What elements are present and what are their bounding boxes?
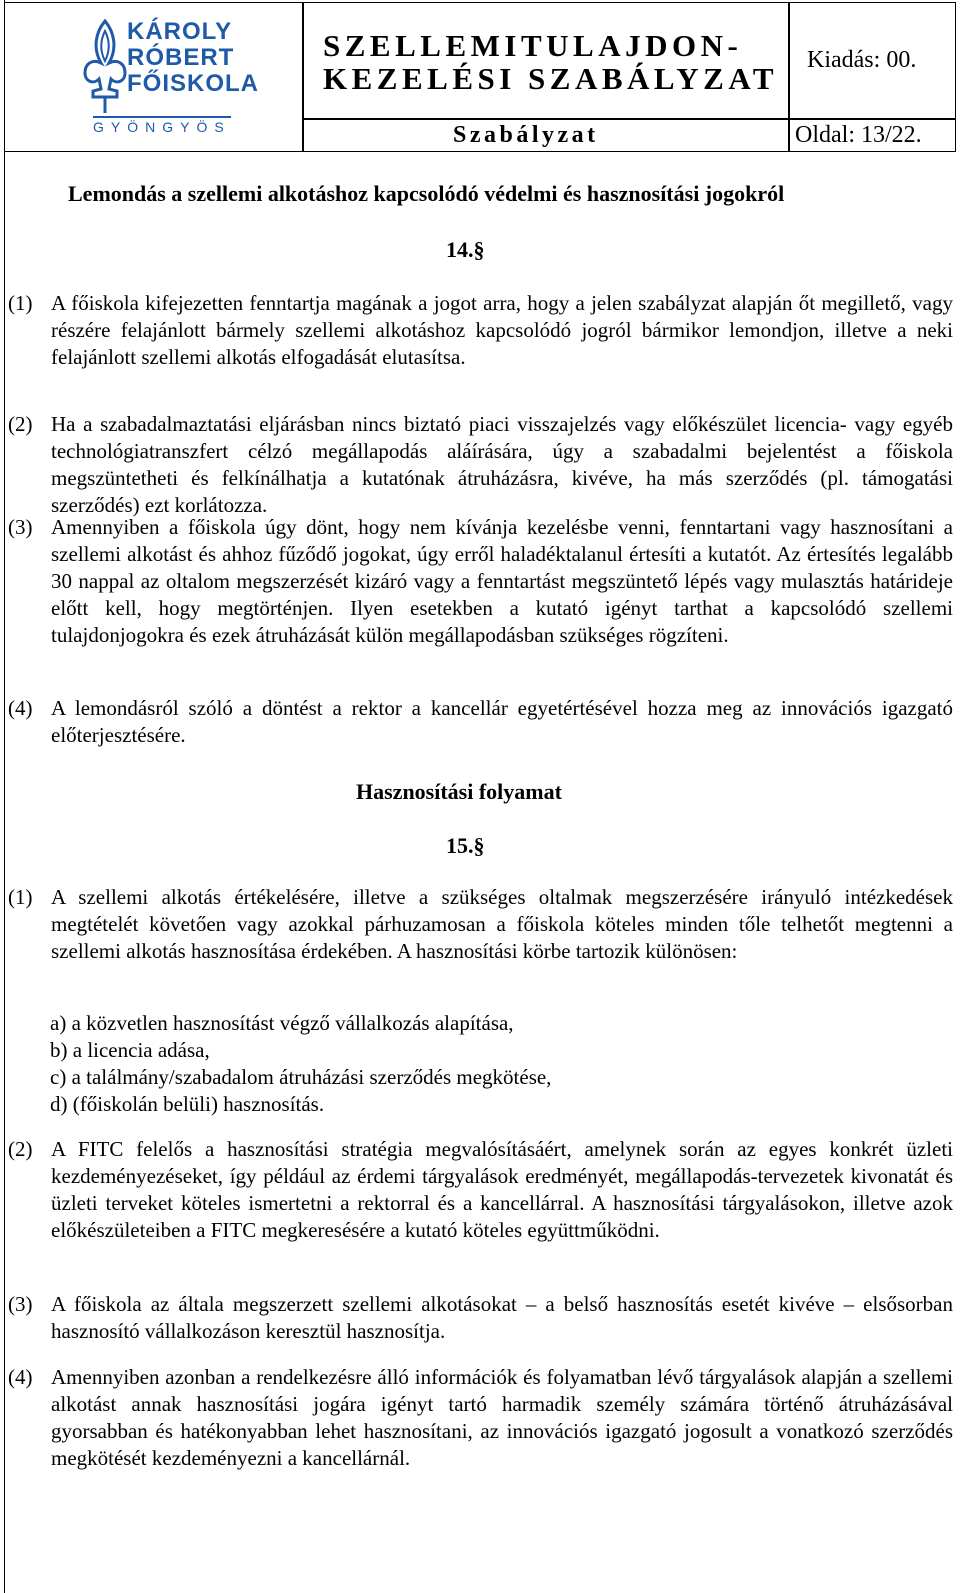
- paragraph-text: A főiskola kifejezetten fenntartja magának a jogot arra, hogy a jelen szabályzat alapján őt megillető, vagy részére felajánlott bármely szellemi alkotáshoz kapcsolódó jogról bármikor lemondjon, illetve a neki felajánlott szellemi alkotás elfogadását elutasítsa.: [51, 291, 953, 369]
- paragraph-number: (4): [8, 696, 33, 720]
- doc-type-label: Szabályzat: [453, 122, 599, 148]
- paragraph-number: (2): [8, 412, 33, 436]
- paragraph-number: (2): [8, 1137, 33, 1161]
- document-header: [4, 2, 956, 152]
- list-item: a) a közvetlen hasznosítást végző vállalkozás alapítása,: [50, 1011, 514, 1035]
- title-line-1: SZELLEMITULAJDON-: [323, 28, 743, 63]
- s14-paragraph-3: [8, 514, 953, 649]
- logo-cell: [4, 2, 304, 152]
- title-line-2: KEZELÉSI SZABÁLYZAT: [323, 61, 779, 96]
- document-title: [323, 29, 778, 95]
- title-cell: [302, 2, 790, 120]
- paragraph-number: (3): [8, 515, 33, 539]
- section-15-heading: Hasznosítási folyamat: [356, 779, 562, 804]
- institution-logo: [83, 18, 259, 143]
- list-item: c) a találmány/szabadalom átruházási szerződés megkötése,: [50, 1065, 552, 1089]
- paragraph-number: (3): [8, 1292, 33, 1316]
- section-14-number: 14.§: [446, 237, 485, 262]
- page-cell: [788, 118, 956, 152]
- paragraph-number: (4): [8, 1365, 33, 1389]
- s14-paragraph-2: [8, 411, 953, 519]
- paragraph-text: Amennyiben a főiskola úgy dönt, hogy nem kívánja kezelésbe venni, fenntartani vagy hasznosítani a szellemi alkotást és ahhoz fűződő jogokat, úgy erről haladéktalanul értesíti a kutatót. Az értesítés legalább 30 nappal az oltalom megszerzését kizáró vagy a fenntartást megszüntető lépés vagy mulasztás határideje előtt kell, hogy megtörténjen. Ilyen esetekben a kutató igényt tarthat a kapcsolódó szellemi tulajdonjogokra és ezek átruházását külön megállapodásban szükséges rögzíteni.: [51, 515, 953, 647]
- logo-line-3: FŐISKOLA: [127, 70, 259, 97]
- logo-wordmark: [127, 19, 259, 97]
- logo-city: GYÖNGYÖS: [93, 119, 231, 135]
- paragraph-number: (1): [8, 885, 33, 909]
- logo-line-2: RÓBERT: [127, 44, 235, 71]
- s15-paragraph-1: [8, 884, 953, 965]
- s15-paragraph-2: [8, 1136, 953, 1244]
- s14-paragraph-4: [8, 695, 953, 749]
- section-15-number: 15.§: [446, 833, 485, 858]
- logo-divider: [93, 116, 231, 118]
- s15-paragraph-4: [8, 1364, 953, 1472]
- paragraph-text: A lemondásról szóló a döntést a rektor a kancellár egyetértésével hozza meg az innovációs igazgató előterjesztésére.: [51, 696, 953, 747]
- paragraph-number: (1): [8, 291, 33, 315]
- paragraph-text: A FITC felelős a hasznosítási stratégia megvalósításáért, amelynek során az egyes konkrét üzleti kezdeményezéseket, így például az érdemi tárgyalások eredményét, megállapodás-tervezetek kivonatát és üzleti terveket köteles ismertetni a rektorral és a kancellárral. A hasznosítási tárgyalásokon, illetve azok előkészületeiben a FITC megkeresésére a kutató köteles együttműködni.: [51, 1137, 953, 1242]
- utilization-list: [50, 1010, 551, 1118]
- edition-cell: [788, 2, 956, 120]
- doc-type-cell: [302, 118, 790, 152]
- paragraph-text: Amennyiben azonban a rendelkezésre álló információk és folyamatban lévő tárgyalások alapján a szellemi alkotást annak hasznosítási jogára igényt tartó harmadik személy számára történő átruházásával gyorsabban és hatékonyabban lehet hasznosítani, az innovációs igazgató jogosult a vonatkozó szerződés megkötését kezdeményezni a kancellárnál.: [51, 1365, 953, 1470]
- logo-line-1: KÁROLY: [127, 18, 233, 45]
- fleur-de-lis-icon: [83, 19, 127, 115]
- list-item: d) (főiskolán belüli) hasznosítás.: [50, 1092, 325, 1116]
- paragraph-text: Ha a szabadalmaztatási eljárásban nincs biztató piaci visszajelzés vagy előkészület licencia- vagy egyéb technológiatranszfert célzó megállapodás aláírására, úgy a szabadalmi bejelentést a főiskola megszüntetheti és felkínálhatja a kutatónak átruházásra, kivéve, ha más szerződés (pl. támogatási szerződés) ezt korlátozza.: [51, 412, 953, 517]
- list-item: b) a licencia adása,: [50, 1038, 210, 1062]
- page-number: Oldal: 13/22.: [795, 122, 922, 148]
- section-14-heading: Lemondás a szellemi alkotáshoz kapcsolódó védelmi és hasznosítási jogokról: [68, 181, 785, 206]
- edition-label: Kiadás: 00.: [807, 47, 917, 73]
- paragraph-text: A főiskola az általa megszerzett szellemi alkotásokat – a belső hasznosítás esetét kivéve – elsősorban hasznosító vállalkozáson keresztül hasznosítja.: [51, 1292, 953, 1343]
- paragraph-text: A szellemi alkotás értékelésére, illetve a szükséges oltalmak megszerzésére irányuló intézkedések megtételét követően vagy azokkal párhuzamosan a főiskola köteles minden tőle telhetőt megtenni a szellemi alkotás hasznosítása érdekében. A hasznosítási körbe tartozik különösen:: [51, 885, 953, 963]
- s15-paragraph-3: [8, 1291, 953, 1345]
- s14-paragraph-1: [8, 290, 953, 371]
